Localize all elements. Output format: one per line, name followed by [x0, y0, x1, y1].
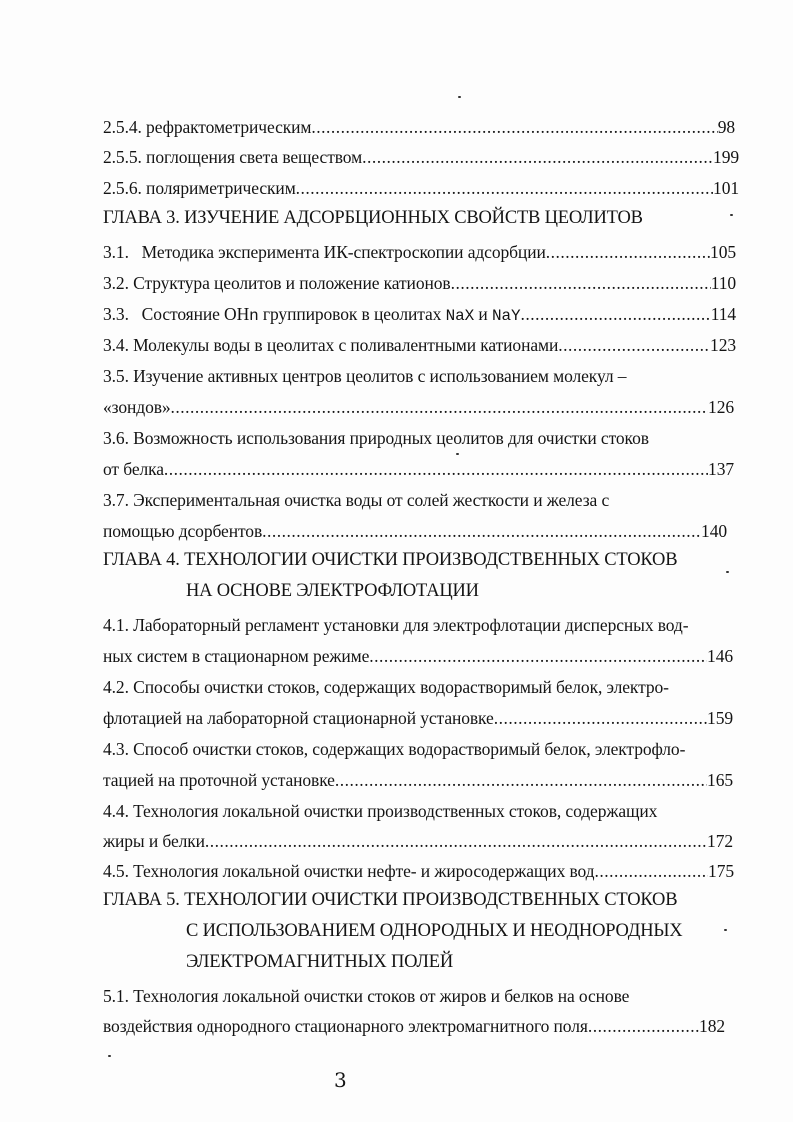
leader-dots	[164, 458, 708, 480]
toc-entry-page: 175	[708, 861, 734, 881]
chapter-4-heading-cont: НА ОСНОВЕ ЭЛЕКТРОФЛОТАЦИИ	[186, 581, 479, 601]
toc-entry-page: 123	[710, 335, 736, 355]
toc-entry-title: ных систем в стационарном режиме	[103, 646, 370, 666]
leader-dots	[369, 645, 707, 667]
toc-entry-5-1	[103, 1015, 725, 1037]
leader-dots	[362, 146, 713, 168]
toc-entry-4-1-line1: 4.1. Лабораторный регламент установки для электрофлотации дисперсных вод-	[103, 615, 689, 635]
title-part: группировок в цеолитах	[258, 304, 446, 324]
toc-entry-page: 126	[708, 397, 734, 417]
toc-entry-page: 98	[717, 117, 735, 137]
scan-speck	[456, 453, 459, 455]
leader-dots	[205, 830, 707, 852]
toc-entry-title: 4.5. Технология локальной очистки нефте- и жиросодержащих вод	[103, 861, 595, 881]
toc-entry-3-5	[103, 396, 734, 418]
scan-speck	[730, 214, 733, 216]
leader-dots	[262, 520, 701, 542]
toc-entry-2-5-4	[103, 116, 735, 138]
toc-entry-title: 2.5.6. поляриметрическим	[103, 178, 296, 198]
chapter-5-heading-cont: С ИСПОЛЬЗОВАНИЕМ ОДНОРОДНЫХ И НЕОДНОРОДНЫХ	[186, 921, 683, 941]
toc-entry-3-7-line1: 3.7. Экспериментальная очистка воды от солей жесткости и железа с	[103, 490, 610, 510]
toc-entry-title: «зондов»	[103, 397, 171, 417]
toc-entry-page: 105	[710, 242, 736, 262]
toc-entry-3-6-line1: 3.6. Возможность использования природных цеолитов для очистки стоков	[103, 428, 649, 448]
toc-entry-page: 140	[701, 521, 727, 541]
toc-entry-3-2	[103, 272, 736, 294]
toc-entry-4-1	[103, 645, 733, 667]
toc-entry-3-6	[103, 458, 734, 480]
toc-entry-page: 146	[707, 646, 733, 666]
toc-entry-page: 165	[707, 770, 733, 790]
title-subscript: n	[249, 307, 259, 325]
toc-entry-page: 172	[707, 831, 733, 851]
title-part: и	[474, 304, 492, 324]
chapter-3-heading: ГЛАВА 3. ИЗУЧЕНИЕ АДСОРБЦИОННЫХ СВОЙСТВ ЦЕОЛИТОВ	[103, 208, 643, 228]
toc-entry-title: от белка	[103, 459, 164, 479]
toc-entry-title: жиры и белки	[103, 831, 205, 851]
leader-dots	[520, 303, 710, 325]
scan-speck	[726, 571, 729, 573]
toc-entry-4-2	[103, 707, 733, 729]
leader-dots	[171, 396, 709, 418]
scan-speck	[458, 96, 461, 98]
toc-entry-3-5-line1: 3.5. Изучение активных центров цеолитов с использованием молекул –	[103, 366, 627, 386]
toc-entry-title	[103, 303, 520, 327]
chapter-4-heading: ГЛАВА 4. ТЕХНОЛОГИИ ОЧИСТКИ ПРОИЗВОДСТВЕННЫХ СТОКОВ	[103, 550, 678, 570]
toc-entry-title: 3.4. Молекулы воды в цеолитах с поливалентными катионами	[103, 335, 559, 355]
toc-entry-title: 2.5.4. рефрактометрическим	[103, 117, 312, 137]
toc-entry-page: 101	[713, 178, 739, 198]
toc-entry-page: 182	[699, 1016, 725, 1036]
scan-speck	[724, 929, 727, 931]
toc-entry-3-4	[103, 334, 736, 356]
toc-entry-title: флотацией на лабораторной стационарной установке	[103, 708, 494, 728]
toc-entry-4-3	[103, 769, 733, 791]
scan-speck	[108, 1055, 111, 1057]
leader-dots	[296, 177, 713, 199]
page-number: 3	[334, 1068, 347, 1092]
toc-entry-page: 199	[713, 147, 739, 167]
leader-dots	[451, 272, 711, 294]
toc-entry-2-5-6	[103, 177, 739, 199]
leader-dots	[595, 860, 709, 882]
title-part: 3.3. Состояние ОН	[103, 304, 250, 324]
toc-entry-4-4	[103, 830, 733, 852]
chapter-5-heading: ГЛАВА 5. ТЕХНОЛОГИИ ОЧИСТКИ ПРОИЗВОДСТВЕННЫХ СТОКОВ	[103, 890, 678, 910]
toc-entry-title: 3.2. Структура цеолитов и положение катионов	[103, 273, 451, 293]
toc-entry-3-1	[103, 241, 736, 263]
toc-entry-4-2-line1: 4.2. Способы очистки стоков, содержащих водорастворимый белок, электро-	[103, 677, 669, 697]
toc-entry-4-5	[103, 860, 734, 882]
toc-entry-title: 2.5.5. поглощения света веществом	[103, 147, 363, 167]
leader-dots	[335, 769, 707, 791]
toc-entry-title: помощью дсорбентов	[103, 521, 263, 541]
leader-dots	[588, 1015, 699, 1037]
leader-dots	[311, 116, 717, 138]
toc-entry-5-1-line1: 5.1. Технология локальной очистки стоков от жиров и белков на основе	[103, 986, 630, 1006]
toc-entry-4-4-line1: 4.4. Технология локальной очистки производственных стоков, содержащих	[103, 801, 658, 821]
toc-entry-4-3-line1: 4.3. Способ очистки стоков, содержащих водорастворимый белок, электрофло-	[103, 739, 686, 759]
leader-dots	[558, 334, 710, 356]
leader-dots	[494, 707, 707, 729]
leader-dots	[546, 241, 710, 263]
toc-entry-page: 110	[710, 273, 736, 293]
toc-entry-title: 3.1. Методика эксперимента ИК-спектроскопии адсорбции	[103, 242, 546, 262]
toc-entry-3-7	[103, 520, 727, 542]
toc-entry-title: тацией на проточной установке	[103, 770, 335, 790]
toc-entry-page: 137	[708, 459, 734, 479]
toc-entry-page: 114	[710, 304, 736, 324]
zeolite-nax: NaX	[445, 307, 475, 325]
toc-entry-title: воздействия однородного стационарного электромагнитного поля	[103, 1016, 588, 1036]
toc-entry-page: 159	[707, 708, 733, 728]
toc-entry-3-3	[103, 303, 736, 327]
zeolite-nay: NaY	[491, 307, 521, 325]
chapter-5-heading-cont2: ЭЛЕКТРОМАГНИТНЫХ ПОЛЕЙ	[186, 952, 454, 972]
toc-entry-2-5-5	[103, 146, 739, 168]
